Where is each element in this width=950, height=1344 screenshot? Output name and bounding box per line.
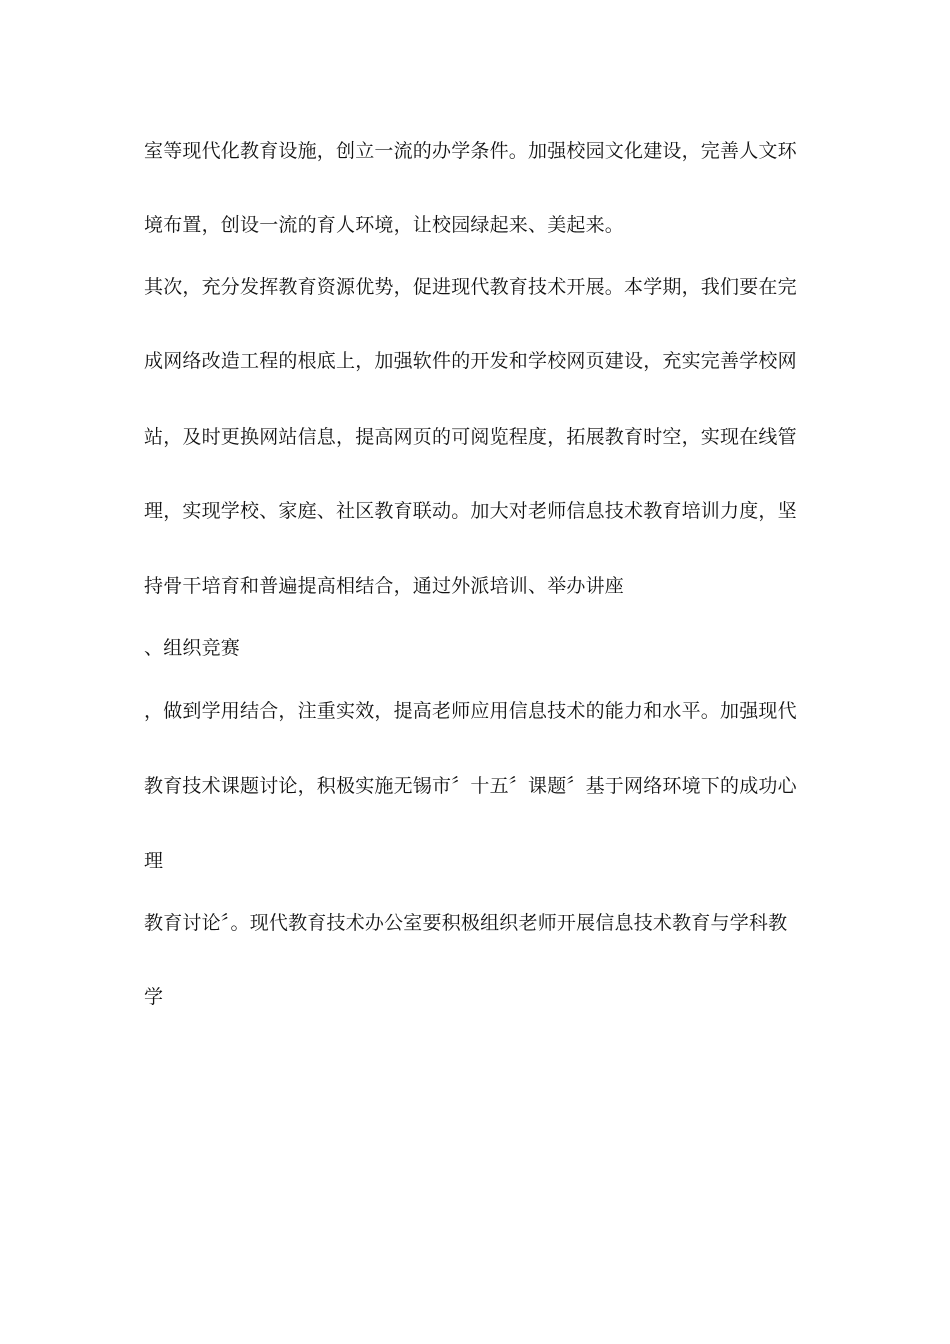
text-line: 室等现代化教育设施，创立一流的办学条件。加强校园文化建设，完善人文环 [144,140,797,162]
text-line: 其次，充分发挥教育资源优势，促进现代教育技术开展。本学期，我们要在完 [144,276,797,298]
text-line: 境布置，创设一流的育人环境，让校园绿起来、美起来。 [144,214,625,236]
text-line: 成网络改造工程的根底上，加强软件的开发和学校网页建设，充实完善学校网 [144,350,797,372]
text-line: 教育技术课题讨论，积极实施无锡市〞十五〞课题〞基于网络环境下的成功心 [144,775,797,797]
text-line: 、组织竞赛 [144,637,241,659]
text-line: 学 [144,986,164,1008]
text-line: 理，实现学校、家庭、社区教育联动。加大对老师信息技术教育培训力度，坚 [144,500,797,522]
text-line: ，做到学用结合，注重实效，提高老师应用信息技术的能力和水平。加强现代 [144,700,797,722]
text-line: 站，及时更换网站信息，提高网页的可阅览程度，拓展教育时空，实现在线管 [144,426,797,448]
text-line: 持骨干培育和普遍提高相结合，通过外派培训、举办讲座 [144,575,625,597]
text-line: 教育讨论〞。现代教育技术办公室要积极组织老师开展信息技术教育与学科教 [144,912,788,934]
text-line: 理 [144,850,164,872]
